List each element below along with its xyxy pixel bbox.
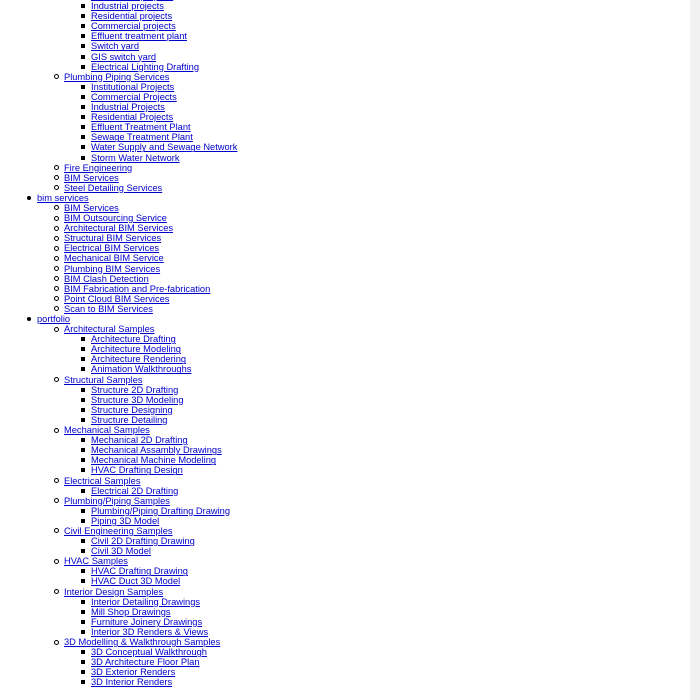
menu-link[interactable]: Civil 2D Drafting Drawing [91,536,195,547]
list-item [0,142,690,152]
bim-services-link[interactable]: BIM Services [64,172,119,183]
plumbing-piping-link[interactable]: Plumbing Piping Services [64,71,170,82]
list-item [0,385,690,395]
menu-link[interactable]: Structure Designing [91,404,173,415]
list-item [0,233,690,243]
list-item [0,112,690,122]
menu-link[interactable]: 3D Exterior Renders [91,667,176,678]
menu-link[interactable]: HVAC Drafting Drawing [91,566,188,577]
list-item-bim-services [0,193,690,314]
list-item [0,31,690,41]
menu-link[interactable]: Scan to BIM Services [64,303,153,314]
portfolio-group-items [0,385,690,425]
list-item [0,364,690,374]
menu-link[interactable]: HVAC Duct 3D Model [91,576,181,587]
portfolio-group-link[interactable]: Civil Engineering Samples [64,525,173,536]
list-item [0,102,690,112]
menu-link[interactable]: Interior Detailing Drawings [91,596,201,607]
menu-link[interactable]: Architectural BIM Services [64,223,174,234]
menu-link[interactable]: Interior 3D Renders & Views [91,626,209,637]
list-item [0,183,690,193]
portfolio-group-link[interactable]: Electrical Samples [64,475,141,486]
portfolio-group-link[interactable]: Interior Design Samples [64,586,164,597]
list-item [0,264,690,274]
list-item [0,163,690,173]
menu-link[interactable]: BIM Clash Detection [64,273,149,284]
list-item [0,486,690,496]
menu-link[interactable]: Civil 3D Model [91,546,151,557]
menu-link[interactable]: Electrical 2D Drafting [91,485,179,496]
electrical-items-list [0,0,690,72]
menu-link[interactable]: Commercial Projects [91,91,177,102]
portfolio-group-items [0,597,690,637]
menu-link[interactable]: Electrical Lighting Drafting [91,61,199,72]
list-item [0,415,690,425]
list-item [0,657,690,667]
menu-link[interactable]: BIM Services [64,202,119,213]
list-item [0,627,690,637]
portfolio-group-items [0,486,690,496]
menu-link[interactable]: 3D Interior Renders [91,677,173,688]
list-item [0,334,690,344]
menu-link[interactable]: Plumbing BIM Services [64,263,161,274]
menu-link[interactable]: BIM Fabrication and Pre-fabrication [64,283,211,294]
portfolio-group-link[interactable]: Architectural Samples [64,324,155,335]
menu-link[interactable]: Piping 3D Model [91,515,160,526]
list-item [0,223,690,233]
menu-link[interactable]: Electrical BIM Services [64,243,160,254]
list-item [0,395,690,405]
list-item [0,11,690,21]
portfolio-group-link[interactable]: Structural Samples [64,374,143,385]
list-item-portfolio-group [0,324,690,374]
list-item-portfolio-group [0,556,690,586]
fire-engineering-link[interactable]: Fire Engineering [64,162,133,173]
menu-link[interactable]: Architecture Rendering [91,354,187,365]
menu-link[interactable]: Architecture Modeling [91,344,181,355]
portfolio-group-items [0,647,690,687]
list-item [0,274,690,284]
list-item-portfolio-group [0,496,690,526]
menu-link[interactable]: Water Supply and Sewage Network [91,142,238,153]
steel-detailing-link[interactable]: Steel Detailing Services [64,182,163,193]
menu-link[interactable]: BIM Outsourcing Service [64,213,167,224]
menu-link[interactable]: Architecture Drafting [91,334,176,345]
list-item [0,465,690,475]
list-item [0,21,690,31]
menu-link[interactable]: Institutional Projects [91,81,175,92]
engineering-sublist [0,0,690,193]
list-item-engineering [0,0,690,193]
menu-link[interactable]: Structure 2D Drafting [91,384,179,395]
menu-link[interactable]: 3D Architecture Floor Plan [91,657,200,668]
list-item [0,243,690,253]
menu-link[interactable]: 3D Conceptual Walkthrough [91,647,207,658]
menu-link[interactable]: Point Cloud BIM Services [64,293,170,304]
bim-services-menu-link[interactable]: bim services [37,192,89,203]
portfolio-group-link[interactable]: Plumbing/Piping Samples [64,495,170,506]
list-item [0,82,690,92]
menu-link[interactable]: Residential projects [91,11,173,22]
list-item [0,455,690,465]
list-item [0,284,690,294]
portfolio-sublist [0,324,690,687]
list-item-portfolio-group [0,425,690,475]
portfolio-group-items [0,566,690,586]
list-item [0,516,690,526]
list-item-portfolio-group [0,526,690,556]
bim-services-sublist [0,203,690,314]
menu-link[interactable]: GIS switch yard [91,51,157,62]
menu-link[interactable]: Furniture Joinery Drawings [91,616,203,627]
portfolio-group-link[interactable]: HVAC Samples [64,556,128,567]
portfolio-group-link[interactable]: Mechanical Samples [64,425,150,436]
list-item [0,617,690,627]
list-item [0,667,690,677]
list-item [0,203,690,213]
list-item [0,405,690,415]
list-item [0,173,690,183]
menu-link[interactable]: Residential Projects [91,112,174,123]
list-item-portfolio-group [0,587,690,637]
menu-link[interactable]: Industrial projects [91,1,164,12]
list-item [0,294,690,304]
list-item [0,445,690,455]
menu-link[interactable]: HVAC Drafting Design [91,465,183,476]
list-item [0,677,690,687]
portfolio-group-link[interactable]: 3D Modelling & Walkthrough Samples [64,637,221,647]
list-item [0,354,690,364]
list-item [0,213,690,223]
list-item [0,536,690,546]
list-item [0,1,690,11]
portfolio-group-items [0,435,690,475]
list-item [0,546,690,556]
list-item [0,253,690,263]
list-item [0,122,690,132]
list-item-plumbing [0,72,690,163]
menu-link[interactable]: Mechanical 2D Drafting [91,435,188,446]
menu-link[interactable]: Mechanical Machine Modeling [91,455,217,466]
list-item [0,607,690,617]
list-item [0,52,690,62]
scrollbar-track[interactable] [690,0,700,700]
list-item-portfolio [0,314,690,687]
list-item [0,576,690,586]
list-item [0,153,690,163]
menu-link[interactable]: Plumbing/Piping Drafting Drawing [91,505,231,516]
list-item [0,92,690,102]
portfolio-group-items [0,536,690,556]
menu-link[interactable]: Mill Shop Drawings [91,606,171,617]
list-item [0,647,690,657]
menu-link[interactable]: Mechanical Assambly Drawings [91,445,222,456]
menu-link[interactable]: Sewage Treatment Plant [91,132,193,143]
list-item [0,41,690,51]
menu-link[interactable]: Industrial Projects [91,102,165,113]
list-item [0,566,690,576]
portfolio-menu-link[interactable]: portfolio [37,314,71,324]
menu-link[interactable]: Structure 3D Modeling [91,394,184,405]
plumbing-items-list [0,82,690,163]
menu-link[interactable]: Effluent treatment plant [91,31,187,42]
menu-link[interactable]: Commercial projects [91,21,176,32]
menu-link[interactable]: Structure Detailing [91,414,168,425]
portfolio-group-items [0,506,690,526]
list-item [0,304,690,314]
list-item-portfolio-group [0,476,690,496]
menu-link[interactable]: Structural BIM Services [64,233,162,244]
menu-link[interactable]: Animation Walkthroughs [91,364,192,375]
list-item-electrical [0,0,690,72]
menu-link[interactable]: Effluent Treatment Plant [91,122,191,133]
menu-link[interactable]: Storm Water Network [91,152,180,163]
list-item [0,506,690,516]
list-item-portfolio-group [0,375,690,425]
list-item [0,435,690,445]
list-item-portfolio-group [0,637,690,687]
portfolio-group-items [0,334,690,374]
list-item [0,344,690,354]
menu-link[interactable]: Switch yard [91,41,140,52]
list-item [0,597,690,607]
menu-link[interactable]: Mechanical BIM Service [64,253,164,264]
list-item [0,132,690,142]
list-item [0,62,690,72]
